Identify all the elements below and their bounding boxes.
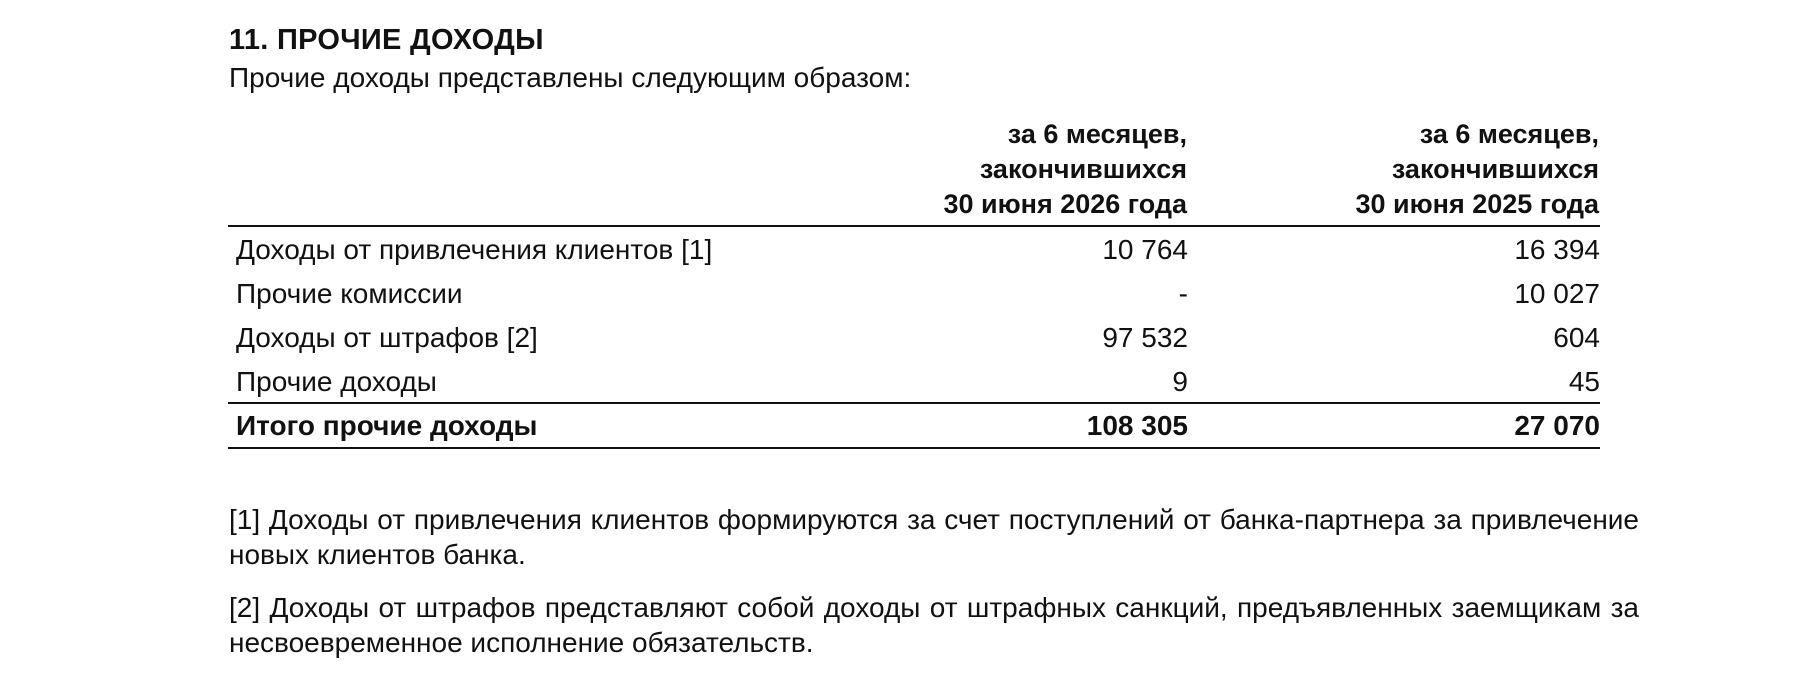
row-label: Прочие комиссии xyxy=(236,278,463,309)
footnote-1: [1] Доходы от привлечения клиентов формируются за счет поступлений от банка-партнера за привлечение новых клиентов банка. xyxy=(229,504,1639,570)
total-label: Итого прочие доходы xyxy=(236,410,538,441)
column-header-line: 30 июня 2025 года xyxy=(1355,189,1599,219)
row-label: Прочие доходы xyxy=(236,366,437,397)
value-2025: 604 xyxy=(1553,322,1600,353)
table-row xyxy=(228,228,1600,272)
column-header-line: 30 июня 2026 года xyxy=(943,189,1187,219)
total-value-2025: 27 070 xyxy=(1514,410,1600,441)
section-intro: Прочие доходы представлены следующим образом: xyxy=(229,62,912,93)
column-header-line: за 6 месяцев, xyxy=(1419,119,1599,149)
value-2026: 9 xyxy=(1172,366,1188,397)
table-header-rule xyxy=(228,225,1600,227)
value-2026: 10 764 xyxy=(1102,234,1188,265)
value-2025: 16 394 xyxy=(1514,234,1600,265)
table-total-row xyxy=(228,404,1600,448)
value-2026: 97 532 xyxy=(1102,322,1188,353)
column-header-line: за 6 месяцев, xyxy=(1007,119,1187,149)
column-header-line: закончившихся xyxy=(979,154,1187,184)
column-header-2026 xyxy=(943,117,1187,222)
table-row xyxy=(228,360,1600,404)
value-2025: 10 027 xyxy=(1514,278,1600,309)
footnote-2: [2] Доходы от штрафов представляют собой доходы от штрафных санкций, предъявленных заемщикам за несвоевременное исполнение обязательств. xyxy=(229,592,1639,658)
table-row xyxy=(228,316,1600,360)
section-title: 11. ПРОЧИЕ ДОХОДЫ xyxy=(229,24,544,56)
value-2026: - xyxy=(1178,278,1188,309)
row-label: Доходы от привлечения клиентов [1] xyxy=(236,234,713,265)
column-header-line: закончившихся xyxy=(1391,154,1599,184)
table-row xyxy=(228,272,1600,316)
column-header-2025 xyxy=(1355,117,1599,222)
value-2025: 45 xyxy=(1568,366,1600,397)
table-bottom-rule xyxy=(228,447,1600,449)
total-value-2026: 108 305 xyxy=(1086,410,1188,441)
row-label: Доходы от штрафов [2] xyxy=(236,322,538,353)
